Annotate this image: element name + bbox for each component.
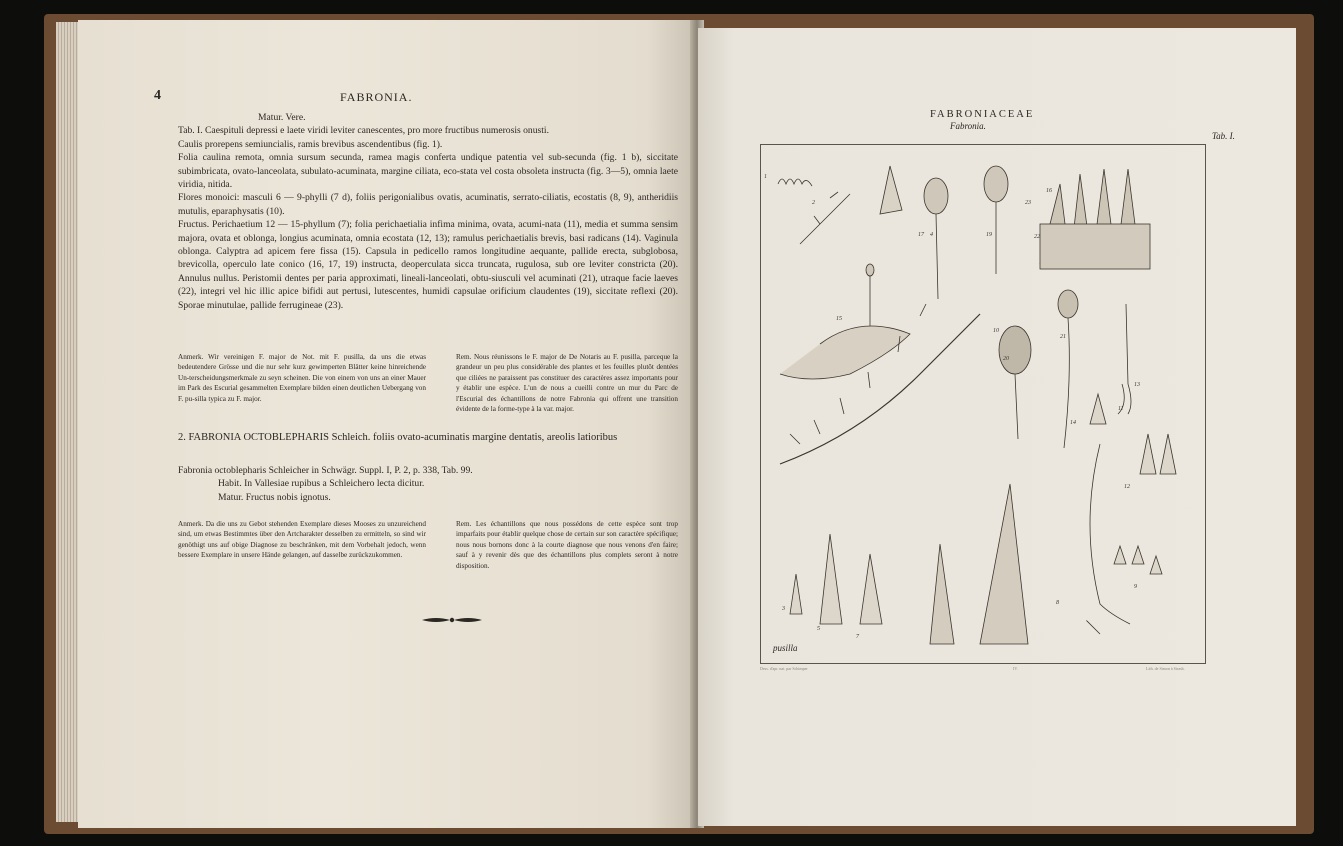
figure-number: 23 xyxy=(1025,200,1031,206)
fig-19-capsule xyxy=(999,326,1031,374)
fig-1-tuft xyxy=(778,179,812,186)
fig-capsule-b xyxy=(984,166,1008,202)
figure-number: 12 xyxy=(1124,484,1130,490)
figure-number: 2 xyxy=(812,200,815,206)
plate-family-heading: FABRONIACEAE xyxy=(930,109,1035,120)
page-stack-edge xyxy=(56,22,78,822)
figure-number: 3 xyxy=(782,606,785,612)
plate-imprint-right: Lith. de Simon à Strasb. xyxy=(1146,666,1185,671)
figure-number: 15 xyxy=(836,316,842,322)
maturity-line: Matur. Vere. xyxy=(258,112,306,123)
maturity-line-2: Matur. Fructus nobis ignotus. xyxy=(218,491,331,503)
fig-13-stem xyxy=(1118,304,1131,414)
figure-number: 1 xyxy=(764,174,767,180)
para-caulis: Caulis prorepens semiuncialis, ramis brevibus ascendentibus (fig. 1). xyxy=(178,138,443,150)
species-2-details xyxy=(178,464,678,504)
german-note-1: Anmerk. Wir vereinigen F. major de Not. mit F. pusilla, da uns die etwas bedeutendere Grösse und die nur sehr kurz gewimperten Blätter keine hinreichende Un-terscheidungsmerkmale zu seyn scheinen. Die von einem von uns an einer Mauer im Park des Escurial gesammelten Exemplare bilden einen deutlichen Uebergang von F. pu-silla typica zu F. major. xyxy=(178,353,426,403)
fig-2-stem xyxy=(800,192,850,244)
species-heading: 2. FABRONIA OCTOBLEPHARIS Schleich. foliis ovato-acuminatis margine dentatis, areolis latioribus xyxy=(178,432,618,443)
figure-number: 10 xyxy=(993,328,999,334)
figure-number: 11 xyxy=(1118,406,1124,412)
para-tab: Tab. I. Caespituli depressi e laete viridi leviter canescentes, pro more fructibus numerosis onusti. xyxy=(178,125,549,137)
german-note-2: Anmerk. Da die uns zu Gebot stehenden Exemplare dieses Mooses zu unzureichend sind, um etwas Bestimmtes über den Artcharakter desselben zu ermitteln, so sind wir genöthigt uns auf obige Diagnose zu beschränken, mit dem Vorbehalt jedoch, wenn bessere Exemplare in unsere Hände gelangen, auf dasselbe zurückzukommen. xyxy=(178,520,426,560)
running-head: FABRONIA. xyxy=(340,90,413,104)
plate-number: Tab. I. xyxy=(1212,131,1235,141)
figure-number: 9 xyxy=(1134,584,1137,590)
fig-bottom-leaf-1 xyxy=(790,574,802,614)
species-description xyxy=(178,111,678,312)
fig-bottom-leaf-2 xyxy=(820,534,842,624)
fig-bottom-leaf-3 xyxy=(860,554,882,624)
figure-number: 22 xyxy=(1034,234,1040,240)
french-note-2: Rem. Les échantillons que nous possédons de cette espèce sont trop imparfaits pour établir quelque chose de certain sur son caractère spécifique; nous nous bornons donc à la courte diagnose que nous venons d'en faire; sauf à y revenir dès que des échantillons plus complets seront à notre disposition. xyxy=(456,520,678,570)
fig-14-perichaetium xyxy=(1087,444,1130,634)
figure-number: 7 xyxy=(856,634,859,640)
habitat-line: Habit. In Vallesiae rupibus a Schleichero lecta dicitur. xyxy=(218,478,425,490)
para-fructus: Fructus. Perichaetium 12 — 15-phyllum (7); folia perichaetialia infima minima, ovata, acumi-nata (11), media et summa sensim majora, ovata et oblonga, longius acuminata, omnia ecostata (12, 13); ramulus perichaetialis brevis, basi radicans (14). Vaginula oblonga. Calyptra ad apicem fere fissa (15). Capsula in pedicello ramos longitudine aequante, pallide erecta, subglobosa, brevicolla, operculo late conico (16, 17, 19) instructa, deoperculata sicca truncata, rugulosa, sub ore leviter constricta (20). Annulus nullus. Peristomii dentes per paria approximati, lineali-lanceolati, obtu-siusculi vel acuminati (21), utraque facie laeves (22), integri vel hic illic apice bifidi aut pertusi, lutescentes, humidi capsulae orificium claudentes (19), siccitate reflexi (20). Sporae minutulae, pallide ferrugineae (23). xyxy=(178,219,678,311)
figure-number: 4 xyxy=(930,232,933,238)
figure-number: 13 xyxy=(1134,382,1140,388)
fig-bottom-leaf-5 xyxy=(980,484,1028,644)
figure-number: 16 xyxy=(1046,188,1052,194)
fig-20-capsule xyxy=(1058,290,1078,318)
plate-species-label: pusilla xyxy=(773,643,798,653)
figure-number: 21 xyxy=(1060,334,1066,340)
figure-number: 8 xyxy=(1056,600,1059,606)
synonym-line: Fabronia octoblepharis Schleicher in Schwägr. Suppl. I, P. 2, p. 338, Tab. 99. xyxy=(178,465,473,476)
french-note-1: Rem. Nous réunissons le F. major de De Notaris au F. pusilla, parceque la grandeur un peu plus considérable des plantes et les feuilles plutôt dentées que ciliées ne paraissent pas constituer des caractères assez importants pour y établir une espèce. L'un de nous a cueilli contre un mur du Parc de l'Escurial des échantillons de notre Fabronia qui offrent une transition évidente de la forme-type à la var. major. xyxy=(456,353,678,414)
page-number: 4 xyxy=(154,88,161,103)
fig-bottom-leaf-4 xyxy=(930,544,954,644)
ornament-divider xyxy=(420,614,484,626)
fig-capsule-a xyxy=(924,178,948,214)
para-flores: Flores monoici: masculi 6 — 9-phylli (7 d), foliis perigonialibus ovatis, acuminatis, serrato-ciliatis, ecostatis (8, 9), antheridiis mutulis, eparaphysatis (10). xyxy=(178,192,678,217)
figure-number: 5 xyxy=(817,626,820,632)
plate-genus-subheading: Fabronia. xyxy=(950,121,986,131)
botanical-illustration xyxy=(760,144,1204,662)
figure-number: 19 xyxy=(986,232,992,238)
figure-number: 14 xyxy=(1070,420,1076,426)
figure-number: 20 xyxy=(1003,356,1009,362)
fig-3-leaf xyxy=(880,166,902,214)
para-folia: Folia caulina remota, omnia sursum secunda, ramea magis conferta undique patentia vel sub-secunda (fig. 1 b), siccitate subimbricata, ovato-lanceolata, subulato-acuminata, margine ciliata, eco-stata vel costa obsoleta instructa (fig. 3—5), omnia laete viridia, nitida. xyxy=(178,152,678,191)
plate-imprint-center: IV. xyxy=(1013,666,1018,671)
plate-imprint-left: Dess. d'apr. nat. par Schimper xyxy=(760,666,808,671)
figure-number: 17 xyxy=(918,232,924,238)
